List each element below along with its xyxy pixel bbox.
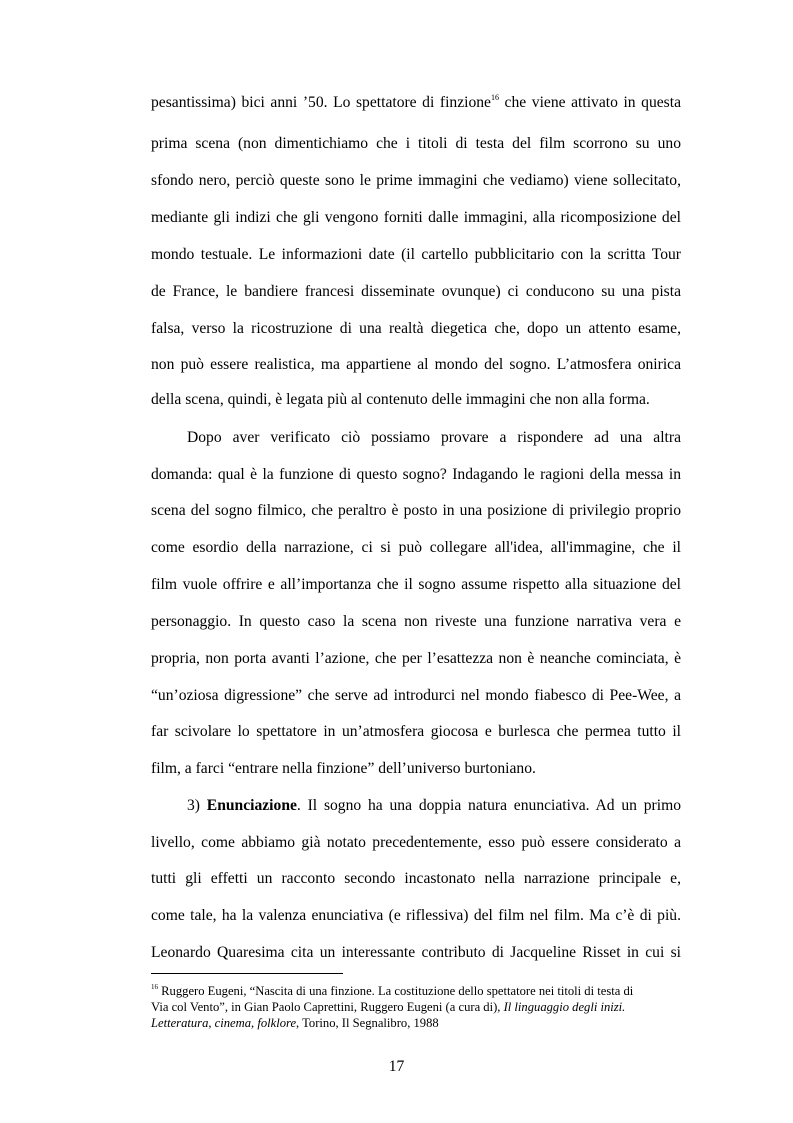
- body-line-22: tutti gli effetti un racconto secondo incastonato nella narrazione principale e,: [151, 870, 681, 887]
- footnote-line-2: [151, 999, 691, 1015]
- body-line-19: film, a farci “entrare nella finzione” dell’universo burtoniano.: [151, 760, 536, 777]
- body-line-9: della scena, quindi, è legata più al contenuto delle immagini che non alla forma.: [151, 391, 650, 408]
- body-line-23: come tale, ha la valenza enunciativa (e riflessiva) del film nel film. Ma c’è di più.: [151, 907, 681, 924]
- footnote-text: Ruggero Eugeni, “Nascita di una finzione. La costituzione dello spettatore nei titoli di testa di: [158, 984, 634, 998]
- body-line-7: falsa, verso la ricostruzione di una realtà diegetica che, dopo un attento esame,: [151, 320, 681, 337]
- page-number: 17: [388, 1058, 405, 1075]
- section-number: 3): [187, 797, 207, 814]
- body-line-15: personaggio. In questo caso la scena non riveste una funzione narrativa vera e: [151, 613, 681, 630]
- footnote-text: Via col Vento”, in Gian Paolo Caprettini, Ruggero Eugeni (a cura di),: [151, 1000, 504, 1014]
- footnote-text: , Torino, Il Segnalibro, 1988: [296, 1016, 439, 1030]
- body-text: pesantissima) bici anni ’50. Lo spettatore di finzione: [151, 94, 491, 111]
- body-line-12: scena del sogno filmico, che peraltro è posto in una posizione di privilegio proprio: [151, 502, 681, 519]
- body-line-10: Dopo aver verificato ciò possiamo provare a rispondere ad una altra: [187, 429, 681, 446]
- footnote-title-italic: Letteratura, cinema, folklore: [151, 1016, 297, 1030]
- body-line-4: mediante gli indizi che gli vengono forniti dalle immagini, alla ricomposizione del: [151, 209, 681, 226]
- footnote-title-italic: Il linguaggio degli inizi.: [503, 1000, 626, 1014]
- body-line-17: “un’oziosa digressione” che serve ad introdurci nel mondo fiabesco di Pee-Wee, a: [151, 687, 681, 704]
- body-line-24: Leonardo Quaresima cita un interessante contributo di Jacqueline Risset in cui si: [151, 944, 681, 961]
- body-line-5: mondo testuale. Le informazioni date (il cartello pubblicitario con la scritta Tour: [151, 246, 681, 263]
- body-line-8: non può essere realistica, ma appartiene al mondo del sogno. L’atmosfera onirica: [151, 356, 681, 373]
- footnote-line-1: [151, 983, 691, 999]
- footnote-number: 16: [151, 982, 158, 991]
- body-line-11: domanda: qual è la funzione di questo sogno? Indagando le ragioni della messa in: [151, 466, 681, 483]
- footnote-line-3: [151, 1015, 691, 1031]
- body-line-16: propria, non porta avanti l’azione, che per l’esattezza non è neanche cominciata, è: [151, 650, 681, 667]
- body-line-2: prima scena (non dimentichiamo che i titoli di testa del film scorrono su uno: [151, 135, 681, 152]
- body-line-21: livello, come abbiamo già notato precedentemente, esso può essere considerato a: [151, 834, 681, 851]
- body-line-6: de France, le bandiere francesi disseminate ovunque) ci conducono su una pista: [151, 283, 681, 300]
- body-text: . Il sogno ha una doppia natura enunciativa. Ad un primo: [296, 797, 682, 814]
- body-line-13: come esordio della narrazione, ci si può collegare all'idea, all'immagine, che il: [151, 539, 681, 556]
- footnote-ref-16: 16: [490, 92, 499, 102]
- section-heading-enunciazione: Enunciazione: [206, 797, 297, 814]
- body-line-14: film vuole offrire e all’importanza che il sogno assume rispetto alla situazione del: [151, 576, 681, 593]
- body-line-20: [187, 796, 681, 816]
- body-text: che viene attivato in questa: [498, 94, 681, 111]
- body-line-1: [151, 93, 681, 113]
- body-line-3: sfondo nero, perciò queste sono le prime immagini che vediamo) viene sollecitato,: [151, 172, 681, 189]
- body-line-18: far scivolare lo spettatore in un’atmosfera giocosa e burlesca che permea tutto il: [151, 723, 681, 740]
- footnote-separator: [151, 973, 343, 974]
